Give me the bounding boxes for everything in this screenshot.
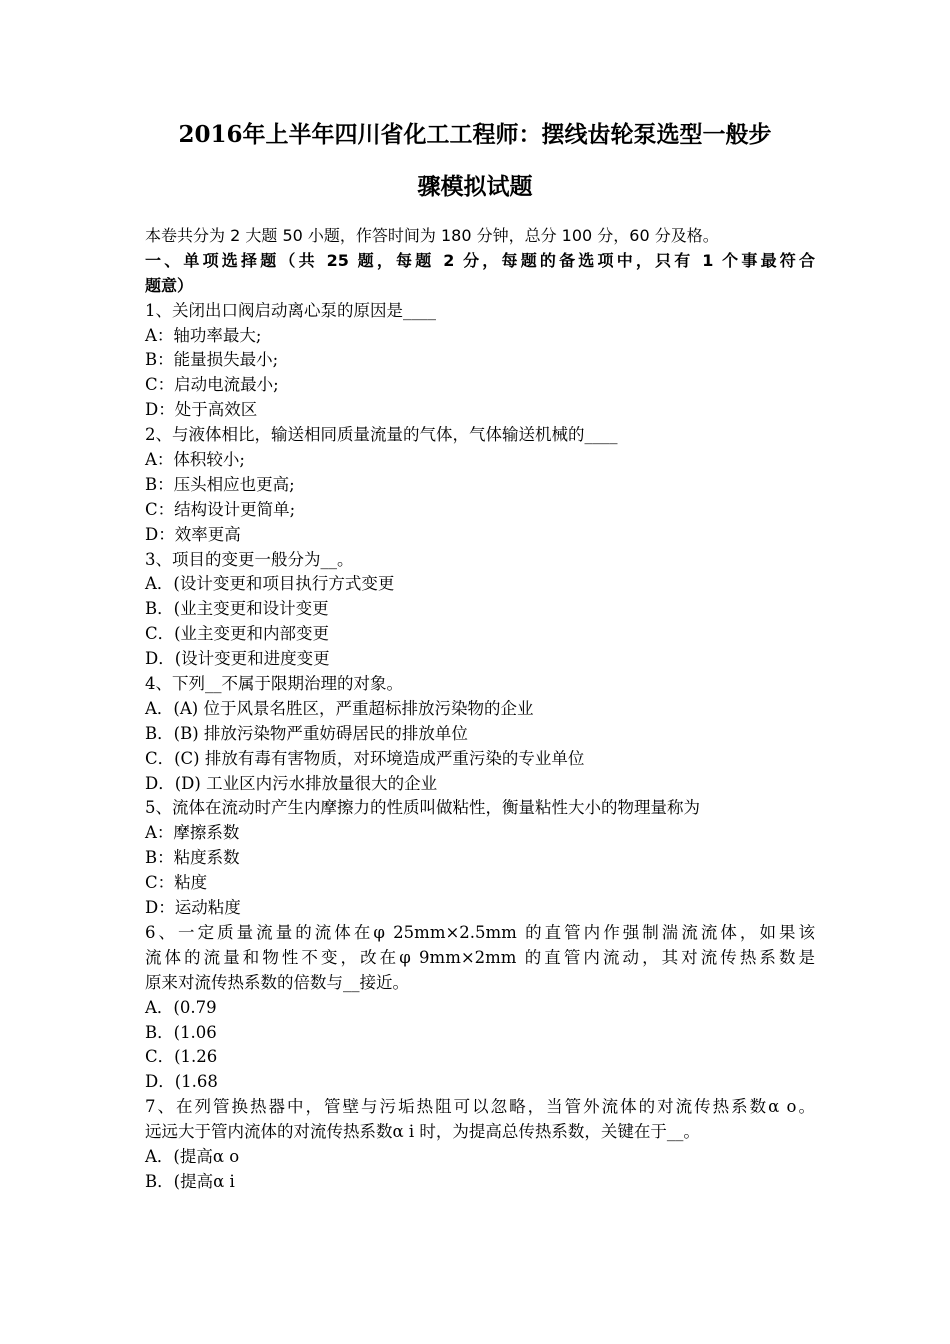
question-3: [145, 548, 815, 672]
answer-option: B．(B) 排放污染物严重妨碍居民的排放单位: [145, 723, 468, 743]
answer-option: A：摩擦系数: [145, 823, 240, 843]
answer-option: B．(提高α i: [145, 1171, 235, 1191]
question-stem: 4、下列__不属于限期治理的对象。: [145, 674, 403, 694]
answer-option: D．(1.68: [145, 1072, 218, 1092]
question-stem: 原来对流传热系数的倍数与__接近。: [145, 972, 409, 992]
answer-option: C：结构设计更简单;: [145, 499, 296, 519]
answer-option: C．(C) 排放有毒有害物质，对环境造成严重污染的专业单位: [145, 748, 585, 768]
question-stem: 3、项目的变更一般分为__。: [145, 549, 354, 569]
answer-option: A．(设计变更和项目执行方式变更: [145, 574, 395, 594]
section-heading-line-2: 题意）: [145, 275, 194, 295]
answer-option: A．(0.79: [145, 997, 217, 1017]
answer-option: A：轴功率最大;: [145, 325, 262, 345]
answer-option: C．(业主变更和内部变更: [145, 624, 330, 644]
answer-option: D．(D) 工业区内污水排放量很大的企业: [145, 773, 438, 793]
question-5: [145, 796, 815, 920]
answer-option: A．(提高α o: [145, 1146, 240, 1166]
question-6: [145, 921, 815, 1095]
exam-intro: 本卷共分为 2 大题 50 小题，作答时间为 180 分钟，总分 100 分，60 分及格。: [145, 226, 719, 245]
answer-option: D：效率更高: [145, 524, 241, 544]
answer-option: A．(A) 位于风景名胜区，严重超标排放污染物的企业: [145, 698, 534, 718]
question-2: [145, 423, 815, 547]
answer-option: A：体积较小;: [145, 450, 245, 470]
answer-option: B．(1.06: [145, 1022, 217, 1042]
question-1: [145, 299, 815, 423]
answer-option: B：压头相应也更高;: [145, 474, 295, 494]
question-7: [145, 1095, 815, 1195]
answer-option: B：粘度系数: [145, 848, 240, 868]
question-stem: 远远大于管内流体的对流传热系数α i 时，为提高总传热系数，关键在于__。: [145, 1122, 700, 1142]
answer-option: D．(设计变更和进度变更: [145, 649, 330, 669]
answer-option: D：处于高效区: [145, 400, 258, 420]
question-4: [145, 672, 815, 796]
question-stem: 7、在列管换热器中，管壁与污垢热阻可以忽略，当管外流体的对流传热系数α o。: [145, 1097, 815, 1117]
question-stem: 5、流体在流动时产生内摩擦力的性质叫做粘性，衡量粘性大小的物理量称为: [145, 798, 700, 818]
answer-option: C：启动电流最小;: [145, 375, 279, 395]
question-stem: 2、与液体相比，输送相同质量流量的气体，气体输送机械的____: [145, 425, 618, 445]
answer-option: B．(业主变更和设计变更: [145, 599, 329, 619]
answer-option: D：运动粘度: [145, 898, 241, 918]
document-title-line-1: 2016年上半年四川省化工工程师：摆线齿轮泵选型一般步: [178, 121, 772, 148]
question-stem: 6、一定质量流量的流体在φ 25mm×2.5mm 的直管内作强制湍流流体，如果该: [145, 922, 815, 942]
exam-content: [145, 224, 815, 1195]
question-stem: 1、关闭出口阀启动离心泵的原因是____: [145, 300, 436, 320]
answer-option: C：粘度: [145, 873, 208, 893]
section-heading-line-1: 一、单项选择题（共 25 题，每题 2 分，每题的备选项中，只有 1 个事最符合: [145, 250, 815, 270]
question-stem: 流体的流量和物性不变，改在φ 9mm×2mm 的直管内流动，其对流传热系数是: [145, 947, 815, 967]
document-title-line-2: 骤模拟试题: [417, 173, 533, 200]
answer-option: C．(1.26: [145, 1047, 218, 1067]
answer-option: B：能量损失最小;: [145, 350, 279, 370]
